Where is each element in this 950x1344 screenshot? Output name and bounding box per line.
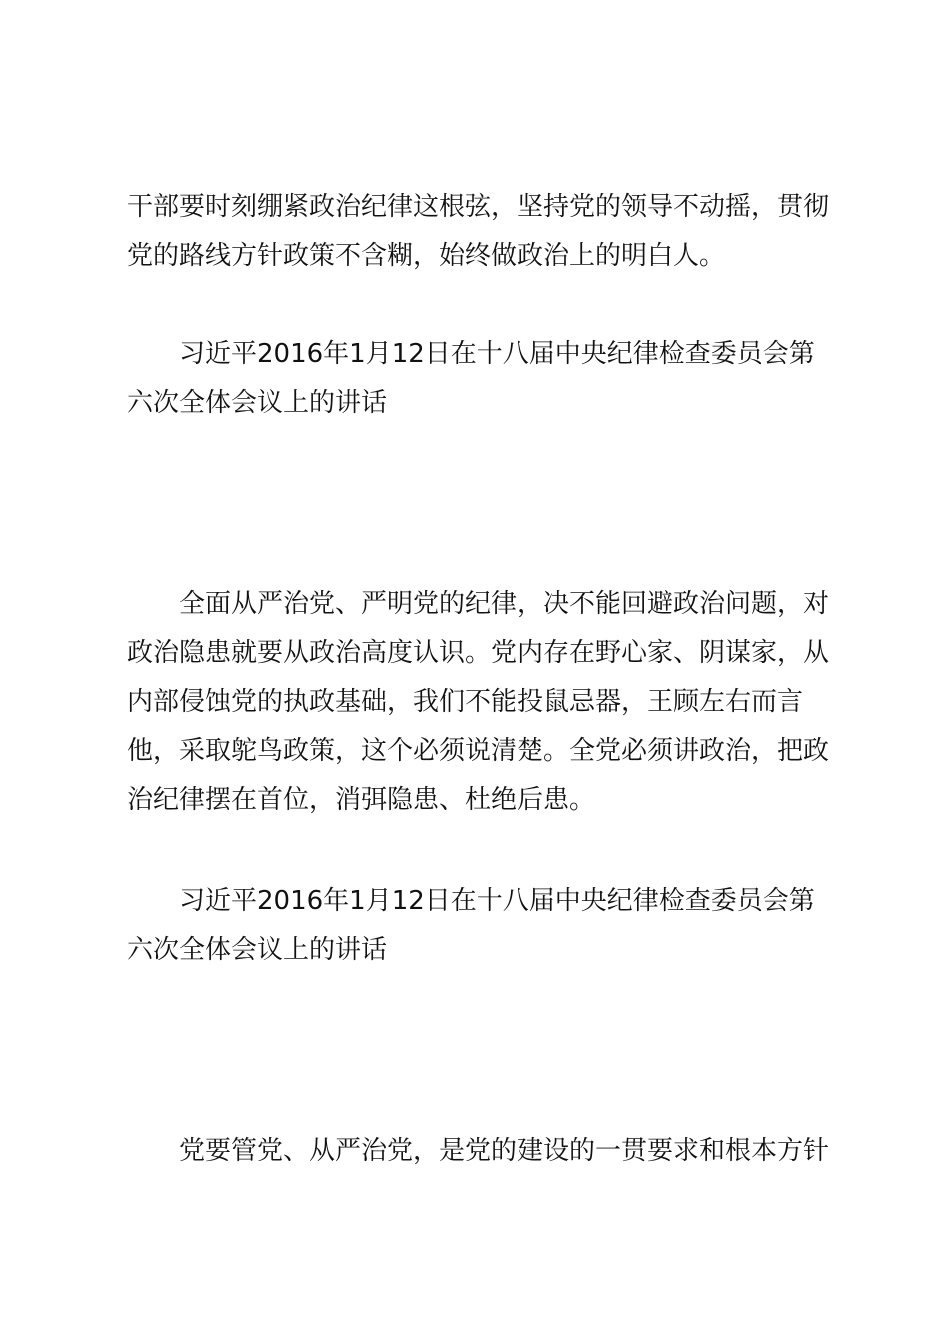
paragraph-strict-governance: 全面从严治党、严明党的纪律，决不能回避政治问题，对政治隐患就要从政治高度认识。党内存在野心家、阴谋家，从内部侵蚀党的执政基础，我们不能投鼠忌器，王顾左右而言他，采取鸵鸟政策，这个必须说清楚。全党必须讲政治，把政治纪律摆在首位，消弭隐患、杜绝后患。 [127, 589, 830, 815]
paragraph-party-building: 党要管党、从严治党，是党的建设的一贯要求和根本方针 [179, 1136, 830, 1166]
paragraph-source-citation-1: 习近平2016年1月12日在十八届中央纪律检查委员会第六次全体会议上的讲话 [127, 339, 815, 418]
paragraph-source-citation-2: 习近平2016年1月12日在十八届中央纪律检查委员会第六次全体会议上的讲话 [127, 886, 815, 965]
paragraph-discipline-intro: 干部要时刻绷紧政治纪律这根弦，坚持党的领导不动摇，贯彻党的路线方针政策不含糊，始终做政治上的明白人。 [127, 192, 830, 271]
